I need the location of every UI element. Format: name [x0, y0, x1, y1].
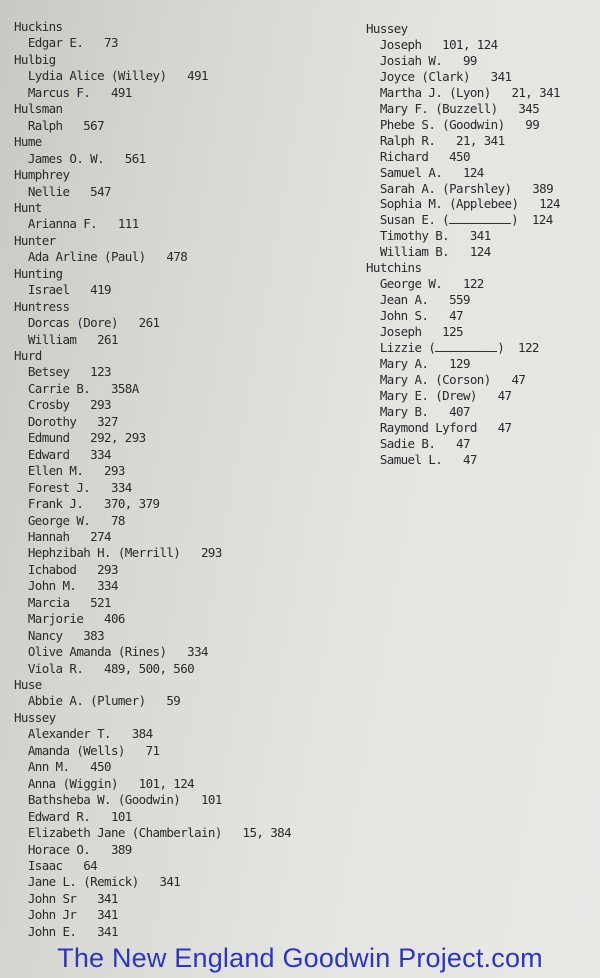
index-entry: Edward 334	[14, 446, 111, 462]
index-entry: Mary E. (Drew) 47	[366, 387, 512, 403]
index-entry: Mary B. 407	[366, 403, 470, 419]
index-entry: Jean A. 559	[366, 292, 470, 308]
surname-heading: Hume	[14, 134, 42, 150]
index-entry: Israel 419	[14, 282, 111, 298]
surname-heading: Hurd	[14, 348, 42, 363]
index-entry: George W. 78	[14, 512, 125, 528]
index-entry: Jane L. (Remick) 341	[14, 874, 181, 890]
surname-heading: Huntress	[14, 298, 70, 314]
surname-heading: Hussey	[14, 709, 56, 725]
surname-heading: Humphrey	[14, 167, 70, 183]
index-entry: Ichabod 293	[14, 561, 118, 577]
index-entry: Ann M. 450	[14, 759, 111, 775]
index-entry: Forest J. 334	[14, 479, 132, 495]
index-entry: Timothy B. 341	[366, 228, 491, 244]
index-entry: Abbie A. (Plumer) 59	[14, 693, 181, 709]
index-entry: Ellen M. 293	[14, 463, 125, 479]
surname-heading: Hussey	[366, 21, 408, 36]
index-entry: Sadie B. 47	[366, 435, 470, 451]
surname-heading: Huckins	[14, 19, 63, 34]
index-entry: Marjorie 406	[14, 611, 125, 627]
index-entry: Carrie B. 358A	[14, 380, 139, 396]
entry-page-refs: ) 122	[497, 340, 539, 355]
index-entry: John M. 334	[14, 578, 118, 594]
surname-heading: Hunter	[14, 232, 56, 248]
index-entry: Bathsheba W. (Goodwin) 101	[14, 792, 222, 808]
index-entry: Anna (Wiggin) 101, 124	[14, 775, 195, 791]
index-entry: Samuel A. 124	[366, 164, 484, 180]
surname-heading: Hunt	[14, 199, 42, 215]
index-entry: Lizzie ( ) 122	[366, 340, 539, 355]
index-entry: Dorcas (Dore) 261	[14, 315, 160, 331]
index-entry: Marcus F. 491	[14, 84, 132, 100]
blank-maiden-name	[449, 213, 511, 224]
index-entry: John E. 341	[14, 923, 118, 939]
index-entry: Joseph 125	[366, 324, 463, 340]
index-entry: Mary F. (Buzzell) 345	[366, 100, 540, 116]
index-entry: Sarah A. (Parshley) 389	[366, 180, 553, 196]
index-entry: Ralph R. 21, 341	[366, 132, 505, 148]
index-entry: George W. 122	[366, 276, 484, 292]
index-entry: John Sr 341	[14, 890, 118, 906]
index-entry: Joseph 101, 124	[366, 36, 498, 52]
index-entry: Frank J. 370, 379	[14, 496, 160, 512]
index-entry: Phebe S. (Goodwin) 99	[366, 116, 540, 132]
entry-page-refs: ) 124	[511, 212, 553, 228]
index-entry: Elizabeth Jane (Chamberlain) 15, 384	[14, 825, 292, 841]
index-entry: Betsey 123	[14, 364, 111, 380]
index-entry: Olive Amanda (Rines) 334	[14, 644, 208, 660]
surname-heading: Hunting	[14, 265, 63, 281]
index-entry: Marcia 521	[14, 594, 111, 610]
index-entry: Josiah W. 99	[366, 52, 477, 68]
index-entry: John Jr 341	[14, 907, 118, 923]
index-entry: Joyce (Clark) 341	[366, 68, 512, 84]
index-entry: James O. W. 561	[14, 150, 146, 166]
surname-heading: Hutchins	[366, 260, 422, 276]
index-entry: Richard 450	[366, 148, 470, 164]
index-entry: Crosby 293	[14, 397, 111, 413]
index-entry: Ralph 567	[14, 117, 105, 133]
index-entry: Raymond Lyford 47	[366, 419, 512, 435]
index-entry: Alexander T. 384	[14, 726, 153, 742]
index-entry: Nellie 547	[14, 183, 111, 199]
index-entry: John S. 47	[366, 308, 463, 324]
index-entry: Dorothy 327	[14, 413, 118, 429]
index-entry: Ada Arline (Paul) 478	[14, 249, 188, 265]
index-entry: Hannah 274	[14, 528, 111, 544]
index-entry: Mary A. 129	[366, 355, 470, 371]
index-entry: Amanda (Wells) 71	[14, 742, 160, 758]
index-entry: Lydia Alice (Willey) 491	[14, 68, 208, 84]
blank-maiden-name	[435, 341, 497, 352]
index-entry: Arianna F. 111	[14, 216, 139, 232]
index-entry: Edgar E. 73	[14, 35, 118, 51]
index-entry: William B. 124	[366, 244, 491, 260]
index-entry: Isaac 64	[14, 857, 98, 873]
index-entry: Samuel L. 47	[366, 451, 477, 467]
index-entry: Susan E. ( ) 124	[366, 212, 553, 228]
index-entry: Martha J. (Lyon) 21, 341	[366, 84, 560, 100]
index-entry: Sophia M. (Applebee) 124	[366, 196, 560, 212]
surname-heading: Huse	[14, 677, 42, 692]
index-entry: Nancy 383	[14, 627, 105, 643]
index-entry: Edmund 292, 293	[14, 430, 146, 446]
index-entry: Hephzibah H. (Merrill) 293	[14, 545, 222, 561]
index-entry: Mary A. (Corson) 47	[366, 371, 526, 387]
footer-watermark: The New England Goodwin Project.com	[57, 943, 543, 973]
index-entry: William 261	[14, 331, 118, 347]
index-entry: Viola R. 489, 500, 560	[14, 660, 195, 676]
index-entry: Horace O. 389	[14, 841, 132, 857]
surname-heading: Hulsman	[14, 101, 63, 117]
surname-heading: Hulbig	[14, 51, 56, 67]
index-entry: Edward R. 101	[14, 808, 132, 824]
